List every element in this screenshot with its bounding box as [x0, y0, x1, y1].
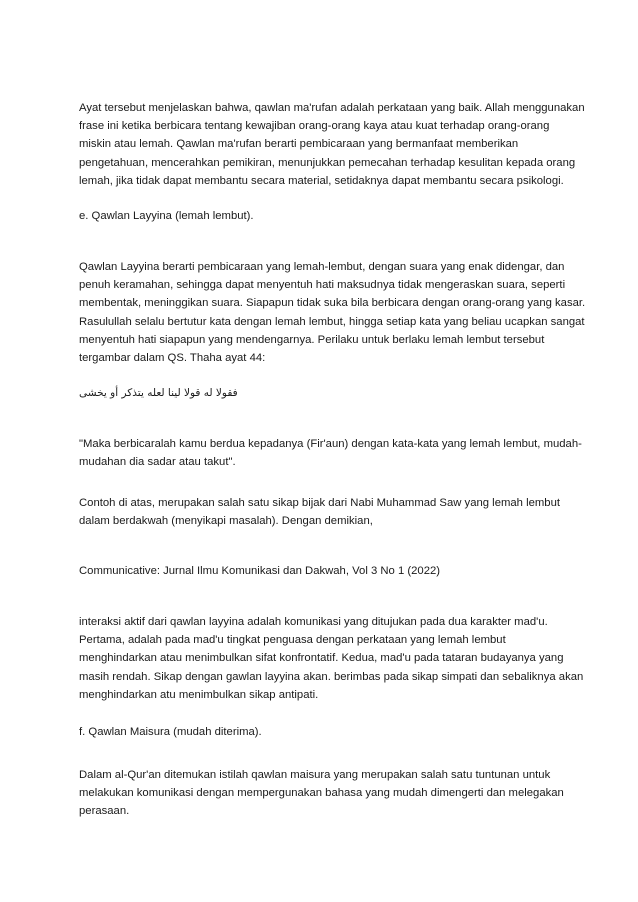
- heading-text: e. Qawlan Layyina (lemah lembut).: [79, 210, 254, 222]
- journal-text: Communicative: Jurnal Ilmu Komunikasi dan Dakwah, Vol 3 No 1 (2022): [79, 565, 441, 577]
- text-line: Rasulullah selalu bertutur kata dengan lemah lembut, hingga setiap kata yang beliau ucapkan sangat: [79, 315, 585, 328]
- heading-text: f. Qawlan Maisura (mudah diterima).: [79, 726, 262, 738]
- text-line: "Maka berbicaralah kamu berdua kepadanya (Fir'aun) dengan kata-kata yang lemah lembut, mudah-: [79, 438, 582, 450]
- text-line: mudahan dia sadar atau takut".: [79, 456, 236, 469]
- paragraph-qawlan-maisura: [79, 766, 571, 821]
- paragraph-verse-translation: [79, 435, 582, 471]
- text-line: membentak, meninggikan suara. Siapapun tidak suka bila berbicara dengan orang-orang yang kasar.: [79, 297, 586, 310]
- text-line: Contoh di atas, merupakan salah satu sikap bijak dari Nabi Muhammad Saw yang lemah lembut: [79, 497, 561, 509]
- paragraph-example: [79, 494, 571, 530]
- text-line: dalam berdakwah (menyikapi masalah). Dengan demikian,: [79, 515, 373, 528]
- text-line: Dalam al-Qur'an ditemukan istilah qawlan maisura yang merupakan salah satu tuntunan untuk: [79, 769, 551, 781]
- text-line: melakukan komunikasi dengan mempergunakan bahasa yang mudah dimengerti dan melegakan: [79, 787, 564, 800]
- section-heading-e: [79, 207, 571, 225]
- text-line: lemah, jika tidak dapat membantu secara material, setidaknya dapat membantu secara psikologi.: [79, 174, 564, 187]
- text-line: Ayat tersebut menjelaskan bahwa, qawlan ma'rufan adalah perkataan yang baik. Allah menggunakan: [79, 102, 585, 114]
- arabic-verse: فقولا له قولا لينا لعله يتذكر أو يخشى: [79, 387, 238, 399]
- text-line: frase ini ketika berbicara tentang kewajiban orang-orang kaya atau kuat terhadap orang-orang: [79, 120, 550, 133]
- text-line: interaksi aktif dari qawlan layyina adalah komunikasi yang ditujukan pada dua karakter mad'u.: [79, 616, 548, 628]
- paragraph-qawlan-marufan: [79, 99, 585, 190]
- text-line: penuh keramahan, sehingga dapat menyentuh hati maksudnya tidak mengeraskan suara, seperti: [79, 279, 566, 292]
- text-line: miskin atau lemah. Qawlan ma'rufan berarti pembicaraan yang bermanfaat memberikan: [79, 138, 519, 151]
- text-line: pengetahuan, mencerahkan pemikiran, menunjukkan pemecahan terhadap kesulitan kepada orang: [79, 156, 576, 169]
- text-line: perasaan.: [79, 805, 130, 818]
- text-line: Qawlan Layyina berarti pembicaraan yang lemah-lembut, dengan suara yang enak didengar, dan: [79, 261, 565, 273]
- text-line: menghindarkan atu menimbulkan sikap antipati.: [79, 688, 319, 701]
- journal-reference: [79, 562, 571, 580]
- text-line: tergambar dalam QS. Thaha ayat 44:: [79, 352, 266, 365]
- paragraph-qawlan-layyina: [79, 258, 586, 367]
- text-line: masih rendah. Sikap dengan gawlan layyina akan. berimbas pada sikap simpati dan sebaliknya akan: [79, 670, 584, 683]
- text-line: menghindarkan atau menimbulkan sifat konfrontatif. Kedua, mad'u pada tataran budayanya yang: [79, 652, 564, 665]
- text-line: Pertama, adalah pada mad'u tingkat penguasa dengan perkataan yang lemah lembut: [79, 634, 506, 647]
- paragraph-interaksi: [79, 613, 584, 704]
- text-line: menyentuh hati siapapun yang mendengarnya. Perilaku untuk berlaku lemah lembut tersebut: [79, 333, 545, 346]
- section-heading-f: [79, 723, 571, 741]
